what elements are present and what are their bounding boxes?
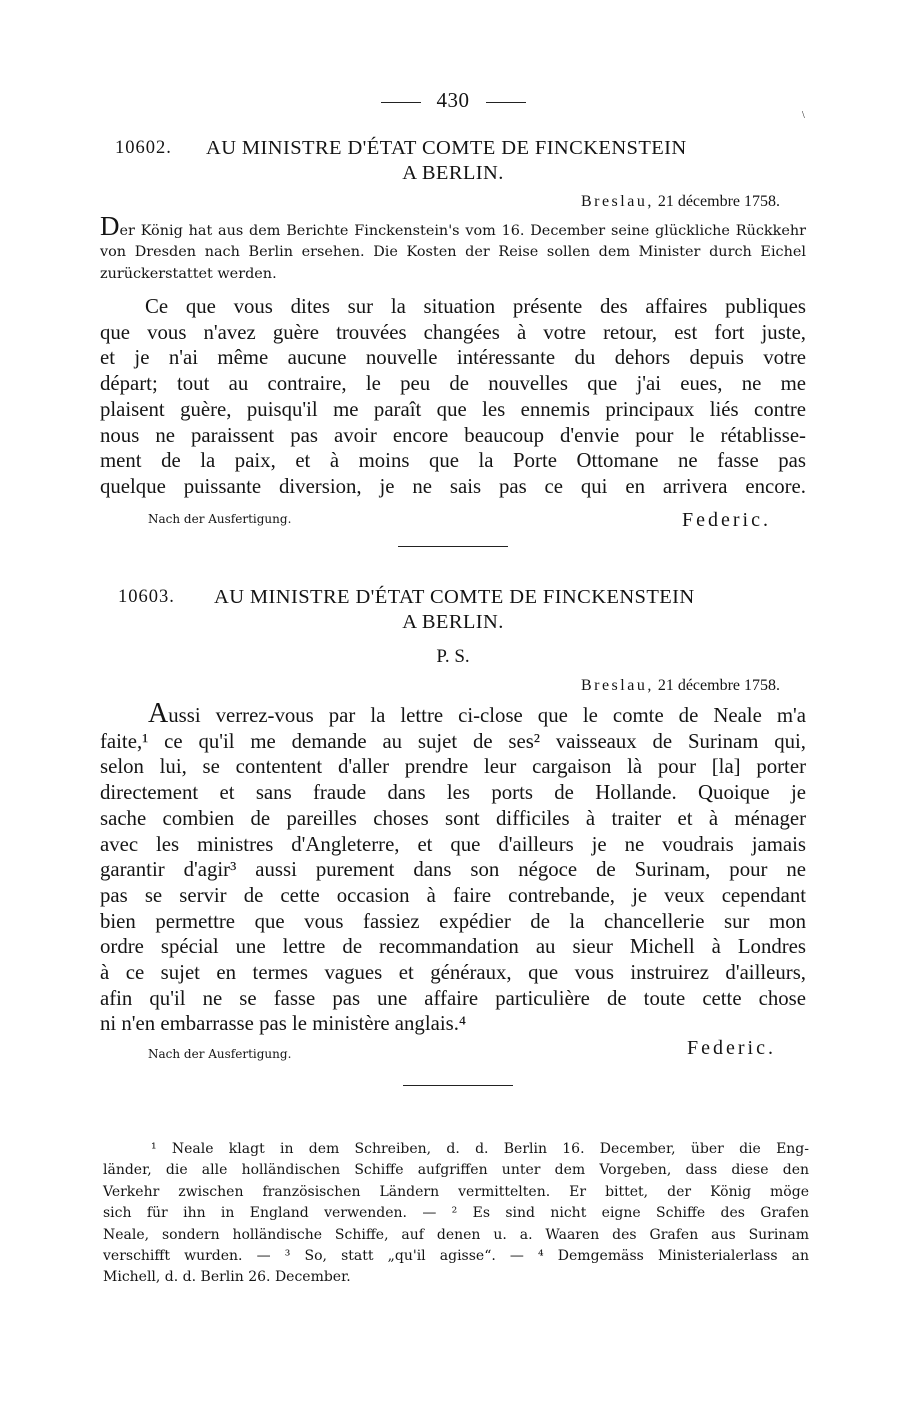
letter-1-number: 10602.	[115, 138, 172, 158]
letter-2-body	[100, 698, 806, 1037]
corner-mark: \	[802, 110, 805, 121]
letter-1-summary-text: er König hat aus dem Berichte Finckenstein's vom 16. December seine glückliche Rückkehr von Dresden nach Berlin ersehen. Die Kosten der Reise sollen dem Minister durch Eichel zurückerstattet werden.	[100, 223, 806, 282]
letter-2-body-line: Aussi verrez-vous par la lettre ci-close que le comte de Neale m'a	[148, 698, 806, 729]
letter-2-date: 21 décembre 1758.	[657, 677, 780, 694]
letter-2-body-line: faite,¹ ce qu'il me demande au sujet de ses² vaisseaux de Surinam qui,	[100, 729, 806, 753]
letter-1-date-place: Breslau,	[580, 193, 654, 210]
document-page	[100, 0, 809, 1404]
footnote-line: länder, die alle holländischen Schiffe aufgriffen unter dem Vorgeben, dass diese den	[103, 1162, 809, 1179]
letter-1-summary-initial: D	[100, 211, 120, 241]
letter-2-date-place: Breslau,	[580, 677, 654, 694]
letter-1-body-line: plaisent guère, puisqu'il me paraît que les ennemis principaux liés contre	[100, 397, 806, 421]
letter-1-body-line: quelque puissante diversion, je ne sais pas ce qui en arrivera encore.	[100, 474, 806, 498]
letter-1-summary	[100, 211, 806, 285]
footnote-divider	[403, 1085, 513, 1086]
footnote-line: Neale, sondern holländische Schiffe, auf denen u. a. Waaren des Grafen aus Surinam	[103, 1226, 809, 1243]
section-divider	[398, 546, 508, 547]
letter-2-body-line: ni n'en embarrasse pas le ministère anglais.⁴	[100, 1012, 467, 1036]
letter-2-body-initial: A	[148, 698, 169, 729]
footnote-line: sich für ihn in England verwenden. — ² Es sind nicht eigne Schiffe des Grafen	[103, 1205, 809, 1222]
letter-1-signature: Federic.	[682, 509, 771, 531]
letter-1-heading-line1: AU MINISTRE D'ÉTAT COMTE DE FINCKENSTEIN	[206, 137, 687, 159]
page-number: 430	[436, 88, 470, 112]
letter-2-number: 10603.	[118, 587, 175, 607]
letter-1-body-line: ment de la paix, et à moins que la Porte Ottomane ne fasse pas	[100, 449, 806, 473]
letter-1-body-line: départ; tout au contraire, le peu de nouvelles que j'ai eues, ne me	[100, 372, 806, 396]
letter-1-body-line: que vous n'avez guère trouvées changées à votre retour, est fort juste,	[100, 320, 806, 344]
letter-2-body-line: bien permettre que vous fassiez expédier de la chancellerie sur mon	[100, 909, 806, 933]
letter-2-source: Nach der Ausfertigung.	[148, 1047, 292, 1061]
letter-2-signature: Federic.	[687, 1037, 776, 1059]
letter-2-body-line: directement et sans fraude dans les ports de Hollande. Quoique je	[100, 781, 806, 805]
letter-2-body-line: selon lui, se contentent d'aller prendre leur cargaison là pour [la] porter	[100, 755, 806, 779]
letter-2-body-line: à ce sujet en termes vagues et généraux, que vous instruirez d'ailleurs,	[100, 961, 806, 985]
footnote-line: verschifft wurden. — ³ So, statt „qu'il agisse“. — ⁴ Demgemäss Ministerialerlass an	[103, 1248, 809, 1265]
footnote-line: Michell, d. d. Berlin 26. December.	[103, 1269, 351, 1286]
letter-1-body-line: et je n'ai même aucune nouvelle intéressante du dehors depuis votre	[100, 346, 806, 370]
letter-1-body-line: nous ne paraissent pas avoir encore beaucoup d'envie pour le rétablisse-	[100, 423, 806, 447]
header-dash-left	[381, 102, 421, 103]
letter-2-heading-line1: AU MINISTRE D'ÉTAT COMTE DE FINCKENSTEIN	[214, 586, 695, 608]
footnote-line: Verkehr zwischen französischen Ländern vermittelten. Er bittet, der König möge	[103, 1183, 809, 1200]
letter-2-body-line: garantir d'agir³ aussi purement dans son négoce de Surinam, pour ne	[100, 858, 806, 882]
letter-2-dateline	[581, 677, 780, 695]
letter-1-body	[100, 294, 806, 500]
footnotes	[103, 1139, 809, 1289]
letter-2-heading-line2: A BERLIN.	[402, 611, 504, 633]
letter-2-body-line: sache combien de pareilles choses sont difficiles à traiter et à ménager	[100, 806, 806, 830]
footnote-line: ¹ Neale klagt in dem Schreiben, d. d. Berlin 16. December, über die Eng-	[151, 1141, 809, 1157]
letter-2-body-line: avec les ministres d'Angleterre, et que d'ailleurs je ne voudrais jamais	[100, 832, 806, 856]
letter-1-source: Nach der Ausfertigung.	[148, 512, 292, 526]
letter-1-date: 21 décembre 1758.	[657, 193, 780, 210]
letter-1-heading-line2: A BERLIN.	[402, 162, 504, 184]
letter-1-body-line: Ce que vous dites sur la situation présente des affaires publiques	[145, 295, 806, 318]
letter-2-body-line: ordre spécial une lettre de recommandation au sieur Michell à Londres	[100, 935, 806, 959]
letter-2-body-line: pas se servir de cette occasion à faire contrebande, je veux cependant	[100, 883, 806, 907]
page-header	[100, 88, 806, 113]
header-dash-right	[486, 102, 526, 103]
letter-2-postscript: P. S.	[436, 646, 470, 667]
letter-2-body-line: afin qu'il ne se fasse pas une affaire particulière de toute cette chose	[100, 986, 806, 1010]
letter-1-dateline	[581, 193, 780, 211]
